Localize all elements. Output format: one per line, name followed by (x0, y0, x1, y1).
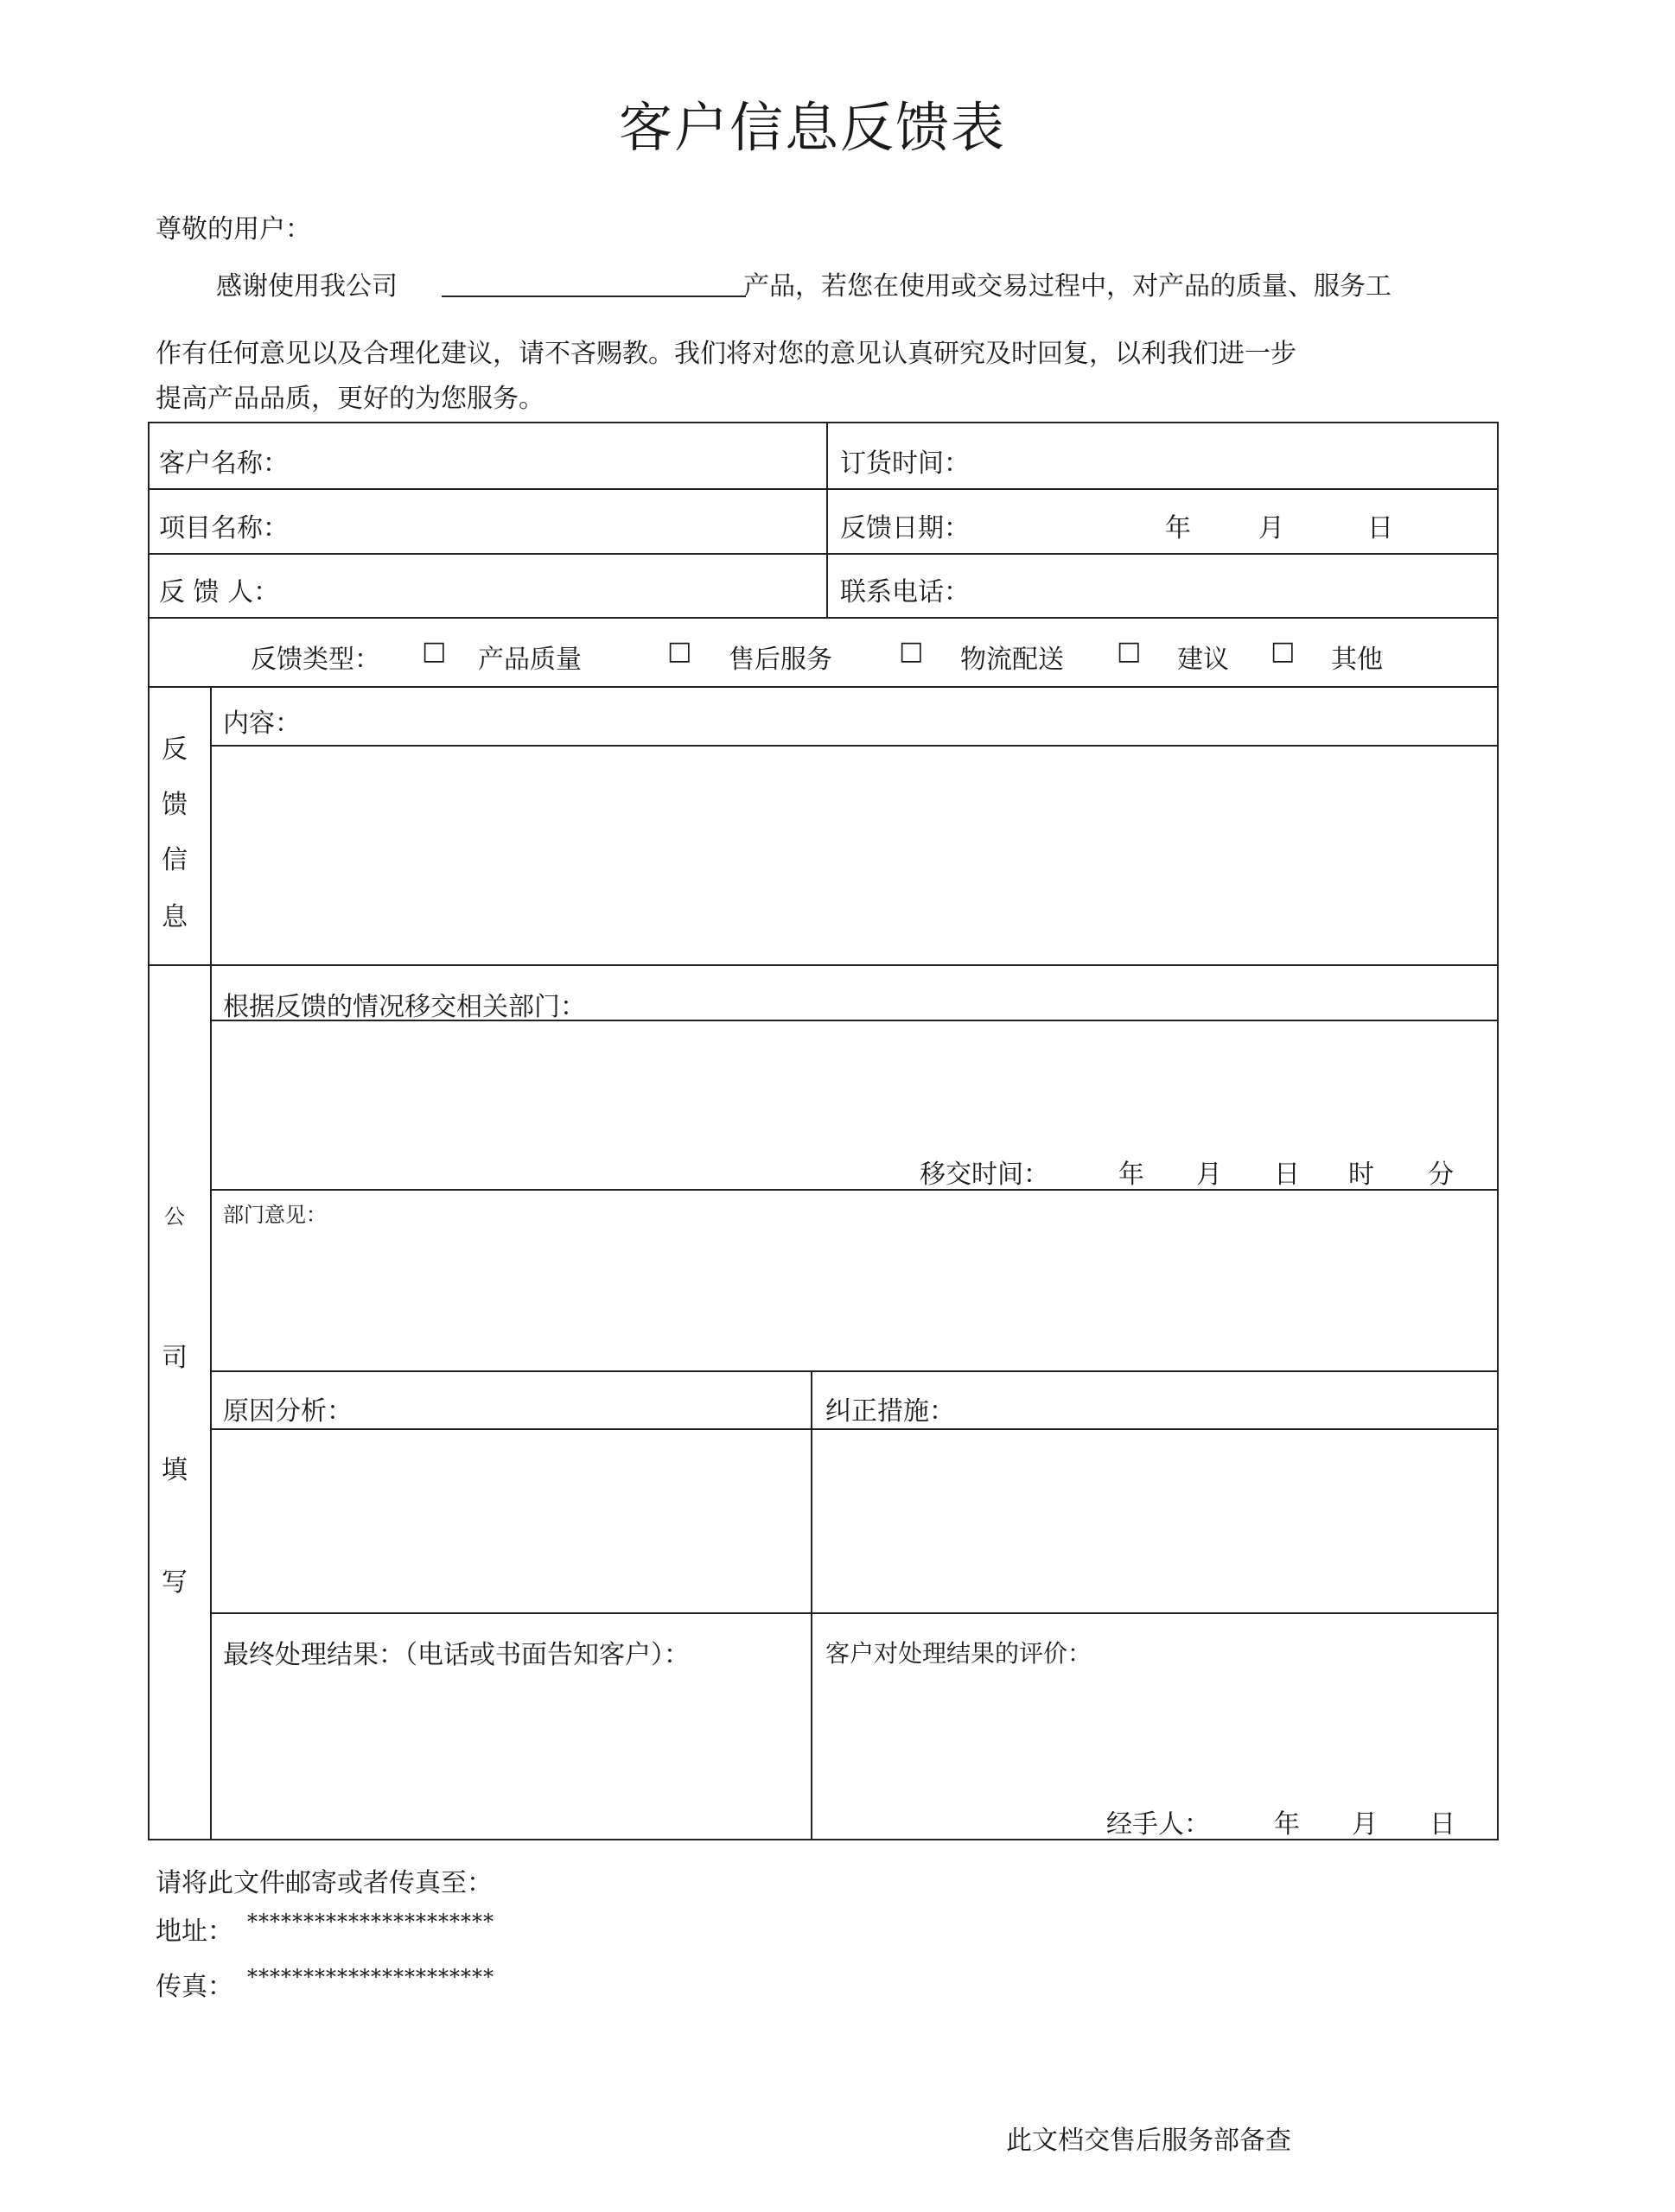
table-line (148, 617, 1499, 619)
checkbox-product-quality[interactable]: □ (422, 636, 447, 666)
table-line (826, 422, 828, 619)
order-time-label: 订货时间： (840, 448, 970, 479)
feedback-date-label: 反馈日期： (840, 513, 970, 543)
feedback-info-char-4: 息 (162, 902, 188, 932)
transfer-time-hour: 时 (1348, 1160, 1374, 1190)
transfer-dept-label: 根据反馈的情况移交相关部门： (223, 992, 586, 1022)
intro-line-3: 提高产品品质，更好的为您服务。 (156, 384, 545, 414)
fax-value: ********************** (247, 1965, 494, 1989)
product-name-blank[interactable] (442, 296, 746, 297)
type-suggestion: 建议 (1177, 645, 1229, 675)
table-line (210, 1189, 1499, 1191)
handler-label: 经手人： (1106, 1809, 1210, 1840)
address-label: 地址： (156, 1916, 233, 1947)
transfer-time-month: 月 (1196, 1160, 1222, 1190)
feedback-date-day: 日 (1367, 513, 1393, 543)
table-line (811, 1370, 812, 1840)
content-label: 内容： (223, 709, 301, 739)
dept-opinion-area[interactable] (213, 1227, 1494, 1365)
type-other: 其他 (1331, 645, 1383, 675)
transfer-time-year: 年 (1118, 1160, 1144, 1190)
page-title: 客户信息反馈表 (618, 96, 1006, 159)
table-line (148, 686, 1499, 688)
final-result-label: 最终处理结果：（电话或书面告知客户）： (223, 1640, 690, 1670)
company-fill-char-3: 填 (162, 1455, 188, 1485)
feedback-info-char-1: 反 (162, 734, 188, 765)
type-product-quality: 产品质量 (478, 645, 582, 675)
feedback-date-month: 月 (1258, 513, 1284, 543)
table-line (1497, 422, 1499, 1840)
table-line (210, 745, 1499, 747)
handler-day: 日 (1430, 1809, 1455, 1840)
address-value: ********************** (247, 1910, 494, 1934)
project-name-label: 项目名称： (159, 513, 289, 543)
phone-label: 联系电话： (840, 577, 970, 607)
content-area[interactable] (213, 748, 1494, 961)
transfer-time-label: 移交时间： (920, 1160, 1049, 1190)
table-line (148, 488, 1499, 490)
fax-label: 传真： (156, 1972, 233, 2002)
dept-opinion-label: 部门意见： (223, 1203, 327, 1227)
feedback-type-label: 反馈类型： (251, 645, 380, 675)
corrective-area[interactable] (814, 1432, 1494, 1609)
customer-eval-area[interactable] (814, 1673, 1494, 1794)
feedback-info-char-2: 馈 (162, 790, 188, 820)
transfer-time-minute: 分 (1428, 1160, 1454, 1190)
company-fill-char-1: 公 (164, 1205, 185, 1229)
archive-note: 此文档交售后服务部备查 (1006, 2126, 1291, 2156)
mail-label: 请将此文件邮寄或者传真至： (156, 1868, 493, 1898)
transfer-time-day: 日 (1274, 1160, 1300, 1190)
feedback-person-label: 反 馈 人： (159, 577, 280, 607)
intro-line-2: 作有任何意见以及合理化建议，请不吝赐教。我们将对您的意见认真研究及时回复，以利我们进一步 (156, 339, 1296, 369)
checkbox-suggestion[interactable]: □ (1117, 636, 1142, 666)
table-line (210, 1612, 1499, 1614)
checkbox-after-sales[interactable]: □ (667, 636, 692, 666)
customer-eval-label: 客户对处理结果的评价： (825, 1639, 1092, 1668)
table-line (210, 686, 212, 1840)
table-line (148, 553, 1499, 555)
type-logistics: 物流配送 (960, 645, 1064, 675)
corrective-label: 纠正措施： (825, 1396, 955, 1427)
customer-name-label: 客户名称： (159, 448, 289, 479)
final-result-area[interactable] (213, 1673, 807, 1835)
table-line (148, 422, 1499, 423)
intro-line-1a: 感谢使用我公司 (216, 271, 398, 302)
table-line (210, 1370, 1499, 1372)
cause-analysis-label: 原因分析： (223, 1396, 353, 1427)
feedback-date-year: 年 (1165, 513, 1191, 543)
feedback-info-char-3: 信 (162, 845, 188, 875)
table-line (210, 1428, 1499, 1430)
salutation: 尊敬的用户： (156, 214, 311, 245)
cause-analysis-area[interactable] (213, 1432, 807, 1609)
table-line (148, 422, 150, 1840)
table-line (148, 964, 1499, 966)
intro-line-1b: 产品，若您在使用或交易过程中，对产品的质量、服务工 (743, 271, 1392, 302)
checkbox-other[interactable]: □ (1271, 636, 1296, 666)
handler-year: 年 (1274, 1809, 1300, 1840)
type-after-sales: 售后服务 (729, 645, 832, 675)
checkbox-logistics[interactable]: □ (899, 636, 924, 666)
company-fill-char-2: 司 (162, 1343, 188, 1373)
company-fill-char-4: 写 (162, 1567, 188, 1598)
handler-month: 月 (1352, 1809, 1378, 1840)
transfer-dept-area[interactable] (213, 1023, 1494, 1144)
